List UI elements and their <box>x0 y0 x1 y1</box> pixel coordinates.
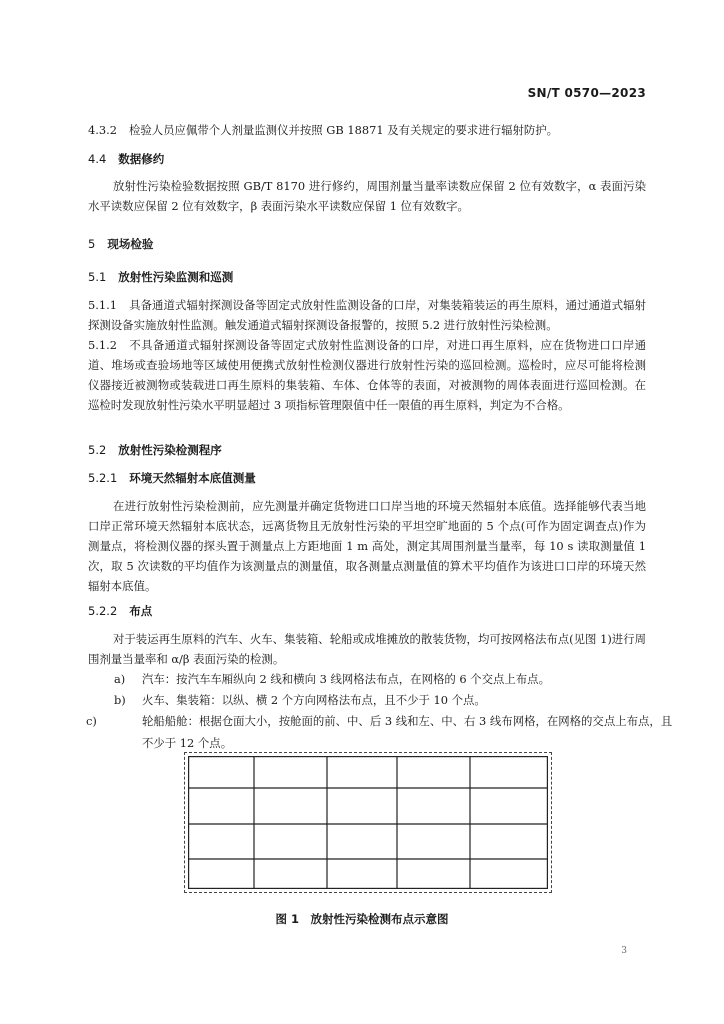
heading-title: 数据修约 <box>118 152 165 166</box>
heading-number: 5 <box>88 237 96 251</box>
figure-caption: 图 1 放射性污染检测布点示意图 <box>275 912 449 926</box>
list-text: 火车、集装箱：以纵、横 2 个方向网格法布点，且不少于 10 个点。 <box>142 693 486 707</box>
heading-title: 放射性污染监测和巡测 <box>118 270 234 284</box>
clause-5-1-2 <box>88 335 646 415</box>
standard-number: SN/T 0570—2023 <box>527 86 646 100</box>
heading-number: 5.1 <box>88 270 107 284</box>
heading-title: 布点 <box>129 604 153 618</box>
page-number: 3 <box>621 946 627 956</box>
paragraph-5-2-1: 在进行放射性污染检测前，应先测量并确定货物进口口岸当地的环境天然辐射本底值。选择能够代表当地口岸正常环境天然辐射本底状态，远离货物且无放射性污染的平坦空旷地面的 5 个点(可作为固定调查点)作为测量点，将检测仪器的探头置于测量点上方距地面 1 m 高处，测定其周围剂量当量率，每 10 s 读取测量值 1 次，取 5 次读数的平均值作为该测量点的测量值，取各测量点测量值的算术平均值作为该进口口岸的环境天然辐射本底值。 <box>88 499 646 593</box>
grid-outline <box>189 757 548 889</box>
heading-5-1 <box>88 269 646 285</box>
paragraph-5-2-2: 对于装运再生原料的汽车、火车、集装箱、轮船或成堆摊放的散装货物，均可按网格法布点(见图 1)进行周围剂量当量率和 α/β 表面污染的检测。 <box>88 632 646 666</box>
clause-text: 检验人员应佩带个人剂量监测仪并按照 GB 18871 及有关规定的要求进行辐射防护。 <box>128 123 559 137</box>
heading-number: 5.2.2 <box>88 604 118 618</box>
list-item-c <box>86 710 674 754</box>
heading-5 <box>88 236 646 252</box>
sampling-grid-diagram <box>188 756 548 889</box>
heading-number: 5.2.1 <box>88 471 118 485</box>
clause-number: 4.3.2 <box>88 123 117 137</box>
clause-5-1-1 <box>88 295 646 335</box>
clause-text: 具备通道式辐射探测设备等固定式放射性监测设备的口岸，对集装箱装运的再生原料，通过通道式辐射探测设备实施放射性监测。触发通道式辐射探测设备报警的，按照 5.2 进行放射性污染检测。 <box>88 298 646 332</box>
clause-number: 5.1.2 <box>88 338 117 352</box>
heading-number: 4.4 <box>88 152 107 166</box>
heading-number: 5.2 <box>88 443 107 457</box>
heading-5-2-1 <box>88 470 646 486</box>
list-label: c) <box>86 714 97 728</box>
list-item-a <box>114 668 646 690</box>
heading-5-2 <box>88 442 646 458</box>
list-text: 汽车：按汽车车厢纵向 2 线和横向 3 线网格法布点，在网格的 6 个交点上布点。 <box>142 672 550 686</box>
heading-title: 放射性污染检测程序 <box>118 443 222 457</box>
list-text: 轮船船舱：根据仓面大小，按舱面的前、中、后 3 线和左、中、右 3 线布网格，在网格的交点上布点，且不少于 12 个点。 <box>142 714 673 750</box>
paragraph-4-4: 放射性污染检验数据按照 GB/T 8170 进行修约，周围剂量当量率读数应保留 2 位有效数字，α 表面污染水平读数应保留 2 位有效数字，β 表面污染水平读数应保留 1 位有效数字。 <box>88 179 646 213</box>
list-label: b) <box>114 693 126 707</box>
list-label: a) <box>114 672 126 686</box>
heading-title: 现场检验 <box>107 237 154 251</box>
clause-number: 5.1.1 <box>88 298 117 312</box>
clause-text: 不具备通道式辐射探测设备等固定式放射性监测设备的口岸，对进口再生原料，应在货物进口口岸通道、堆场或查验场地等区域使用便携式放射性检测仪器进行放射性污染的巡回检测。巡检时，应尽可能将检测仪器接近被测物或装载进口再生原料的集装箱、车体、仓体等的表面，对被测物的周体表面进行巡回检测。在巡检时发现放射性污染水平明显超过 3 项指标管理限值中任一限值的再生原料，判定为不合格。 <box>88 338 646 412</box>
heading-4-4 <box>88 151 646 167</box>
heading-5-2-2 <box>88 603 646 619</box>
heading-title: 环境天然辐射本底值测量 <box>129 471 256 485</box>
clause-4-3-2 <box>88 120 646 140</box>
list-item-b <box>114 689 646 711</box>
